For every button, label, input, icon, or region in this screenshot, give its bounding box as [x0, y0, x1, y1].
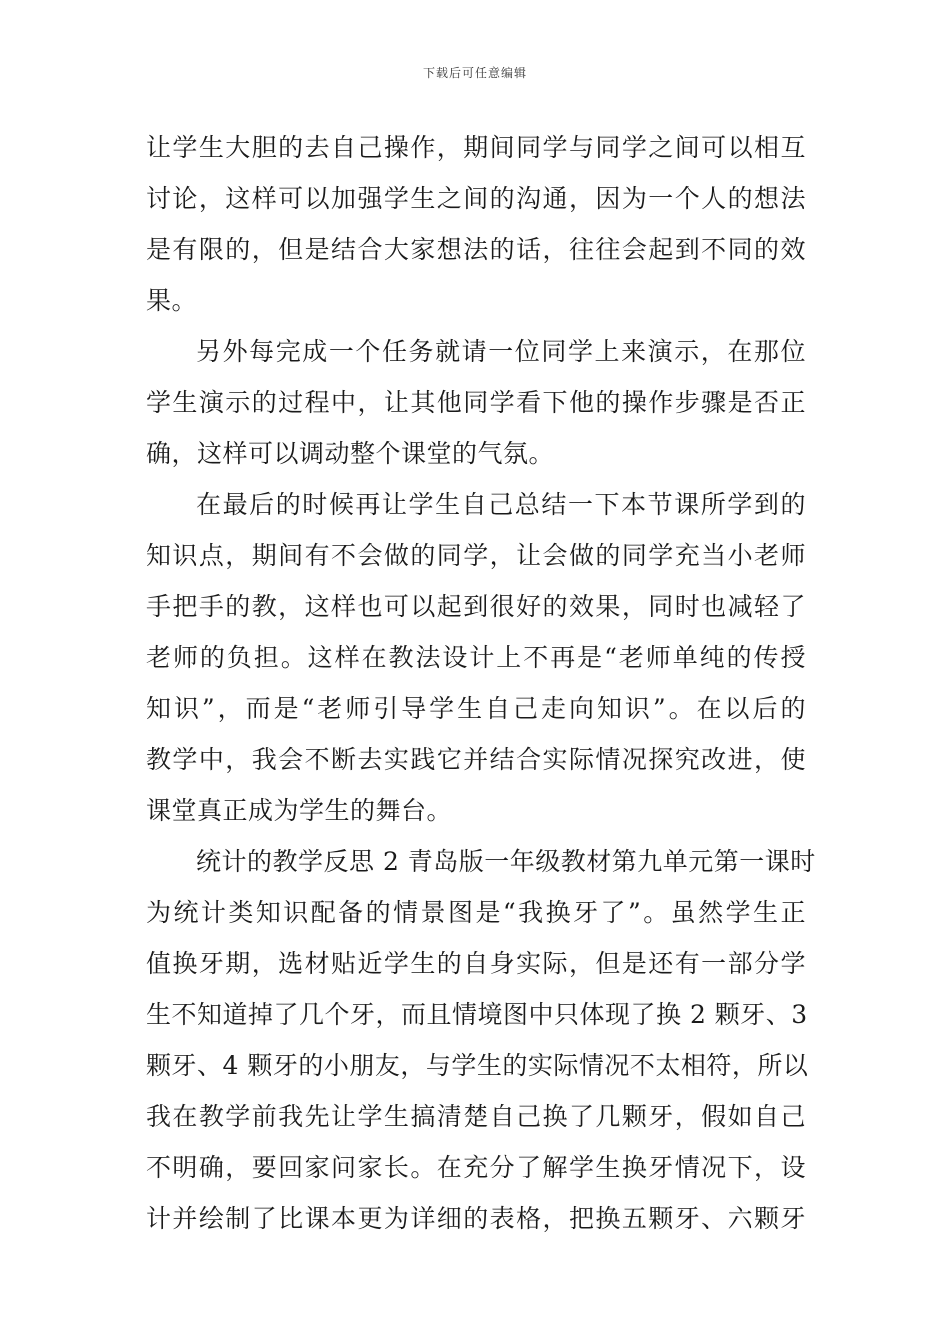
paragraph-line: 让学生大胆的去自己操作，期间同学与同学之间可以相互: [146, 133, 806, 162]
paragraph-line: 统计的教学反思 2 青岛版一年级教材第九单元第一课时: [196, 847, 816, 876]
paragraph-line: 为统计类知识配备的情景图是“我换牙了”。虽然学生正: [146, 898, 806, 927]
paragraph-line: 另外每完成一个任务就请一位同学上来演示，在那位: [196, 337, 806, 366]
paragraph-line: 值换牙期，选材贴近学生的自身实际，但是还有一部分学: [146, 949, 806, 978]
paragraph-line: 确，这样可以调动整个课堂的气氛。: [146, 439, 555, 468]
paragraph-line: 讨论，这样可以加强学生之间的沟通，因为一个人的想法: [146, 184, 806, 213]
paragraph-line: 我在教学前我先让学生搞清楚自己换了几颗牙，假如自己: [146, 1102, 806, 1131]
paragraph-line: 手把手的教，这样也可以起到很好的效果，同时也减轻了: [146, 592, 806, 621]
paragraph-line: 知识点，期间有不会做的同学，让会做的同学充当小老师: [146, 541, 806, 570]
paragraph-line: 老师的负担。这样在教法设计上不再是“老师单纯的传授: [146, 643, 806, 672]
document-body: [146, 122, 816, 1244]
paragraph-line: 生不知道掉了几个牙，而且情境图中只体现了换 2 颗牙、3: [146, 1000, 808, 1029]
paragraph-line: 课堂真正成为学生的舞台。: [146, 796, 453, 825]
page-header: 下载后可任意编辑: [422, 66, 527, 80]
paragraph-line: 教学中，我会不断去实践它并结合实际情况探究改进，使: [146, 745, 806, 774]
paragraph-line: 是有限的，但是结合大家想法的话，往往会起到不同的效: [146, 235, 806, 264]
paragraph-line: 不明确，要回家问家长。在充分了解学生换牙情况下，设: [146, 1153, 806, 1182]
paragraph-line: 颗牙、4 颗牙的小朋友，与学生的实际情况不太相符，所以: [146, 1051, 809, 1080]
paragraph-line: 计并绘制了比课本更为详细的表格，把换五颗牙、六颗牙: [146, 1204, 806, 1233]
paragraph-line: 果。: [146, 286, 198, 315]
paragraph-line: 在最后的时候再让学生自己总结一下本节课所学到的: [196, 490, 806, 519]
paragraph-line: 学生演示的过程中，让其他同学看下他的操作步骤是否正: [146, 388, 806, 417]
paragraph-line: 知识”，而是“老师引导学生自己走向知识”。在以后的: [146, 694, 806, 723]
